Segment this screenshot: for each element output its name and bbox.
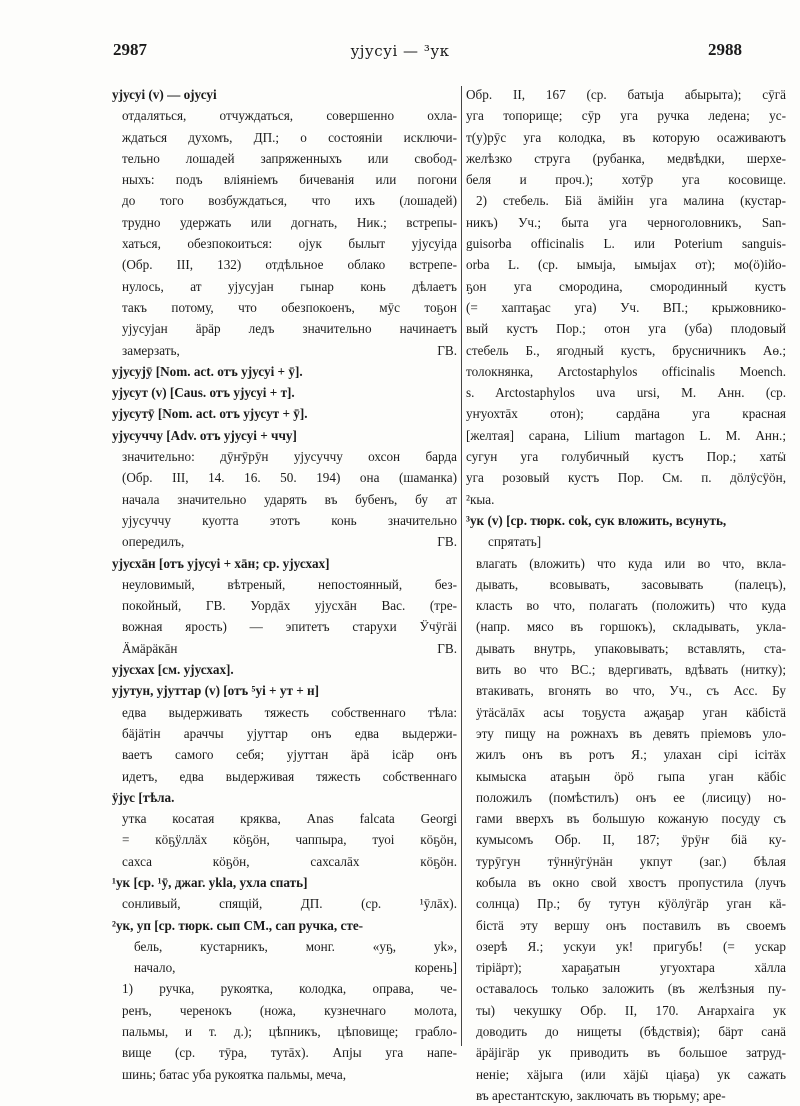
entry-text-line: замерзать, ГВ.	[122, 342, 457, 358]
entry-headword-line: ¹ук [ср. ¹ӯ, джаг. ykla, ухла спать]	[112, 874, 308, 890]
entry-text-line: сугун уга голубичный кустъ Пор.; хатӹ	[466, 449, 786, 465]
entry-text-line: жилъ онъ въ ротъ Я.; улахан сірі ісітӓх	[476, 747, 786, 763]
entry-text-line: значительно: дӯҥӯрӯн ујусуччу охсон барда	[122, 449, 457, 465]
entry-text-line: опередилъ, ГВ.	[122, 534, 457, 550]
entry-text-line: бӓјӓтін араччы ујуттар онъ едва выдержи-	[122, 725, 457, 741]
entry-text-line: бістӓ эту вершу онъ поставилъ въ своемъ	[476, 917, 786, 933]
entry-text-line: тельно лошадей запряженныхъ или свобод-	[122, 150, 457, 166]
entry-text-line: ујусуччу куотта этотъ конь значительно	[122, 512, 457, 528]
entry-text-line: уга топорище; сӯр уга ручка ледена; ус-	[466, 108, 786, 124]
entry-text-line: отдаляться, отчуждаться, совершенно охла-	[122, 108, 457, 124]
entry-text-line: 1) ручка, рукоятка, колодка, оправа, че-	[122, 981, 457, 997]
entry-text-line: втакивать, вгонять во что, Уч., съ Асс. Бу	[476, 683, 786, 699]
entry-text-line: s. Arctostaphylos uva ursi, М. Анн. (ср.	[466, 385, 786, 401]
entry-text-line: уҥуохтāх отон); сардāна уга красная	[466, 406, 786, 422]
entry-text-line: пальмы, и т. д.); цѣпникъ, цѣповище; грабло-	[122, 1024, 457, 1040]
entry-headword-line: ујусуі (v) — ојусуі	[112, 87, 217, 102]
entry-text-line: [желтая] сарана, Lilium martagon L. М. Анн.;	[466, 427, 786, 443]
entry-text-line: ӓрӓјігӓр ук приводить въ большое затруд-	[476, 1045, 786, 1061]
entry-text-line: хаться, обезпокоиться: ојук былыт ујусуіда	[122, 236, 457, 252]
entry-text-line: положилъ (помѣстилъ) онъ ее (лисицу) но-	[476, 789, 786, 805]
entry-text-line: ренъ, черенокъ (ножа, кузнечнаго молота,	[122, 1002, 457, 1018]
entry-text-line: начала значительно ударять въ бубенъ, бу ат	[122, 491, 457, 507]
entry-text-line: такъ потому, что обезпокоенъ, мӯс тоҕон	[122, 299, 457, 315]
entry-text-line: Ӓмӓрӓкāн ГВ.	[122, 640, 457, 656]
entry-text-line: никъ) Уч.; быта уга черноголовникъ, San-	[466, 214, 786, 230]
entry-text-line: (Обр. III, 132) отдѣльное облако встрепе-	[122, 257, 457, 273]
entry-text-line: ждаться духомъ, ДП.; о состояніи исключи-	[122, 129, 457, 145]
entry-headword-line: ӱјус [тѣла.	[112, 789, 175, 805]
page-number-right: 2988	[708, 40, 742, 59]
entry-text-line: (= хаптаҕас уга) Уч. ВП.; крыжовнико-	[466, 299, 786, 315]
entry-text-line: (Обр. III, 14. 16. 50. 194) она (шаманка)	[122, 470, 457, 486]
entry-text-line: ныхъ: подъ вліяніемъ бичеванія или погони	[122, 172, 457, 188]
entry-text-line: ²кыа.	[466, 491, 495, 507]
entry-text-line: бель, кустарникъ, монг. «уҕ, yk»,	[134, 938, 457, 954]
entry-text-line: толокнянка, Arctostaphylos officinalis Moench.	[466, 363, 786, 379]
entry-text-line: озерѣ Я.; ускуи ук! пригубь! (= ускар	[476, 938, 786, 954]
entry-headword-line: ујусујӯ [Nom. act. отъ ујусуі + ӯ].	[112, 363, 303, 379]
entry-text-line: вожная ярость) — эпитетъ старухи Ӱчӱгӓі	[122, 619, 457, 635]
entry-text-line: уга розовый кустъ Пор. См. п. дӧлӱсӱӧн,	[466, 470, 786, 486]
entry-headword-line: ²ук, уп [ср. тюрк. сып СМ., сап ручка, сте-	[112, 917, 364, 933]
entry-text-line: доводить до нищеты (бѣдствія); бӓрт санӓ	[476, 1024, 786, 1040]
entry-text-line: эту пищу на рожнахъ въ девять пріемовъ уло-	[476, 725, 786, 741]
entry-text-line: гами вверхъ въ большую кожаную посуду съ	[476, 811, 786, 827]
entry-headword-line: ујусутӯ [Nom. act. отъ ујусут + ӯ].	[112, 406, 308, 422]
entry-text-line: до того возбуждаться, что ихъ (лошадей)	[122, 193, 457, 209]
entry-headword-line: ујусуччу [Adv. отъ ујусуі + ччу]	[112, 427, 297, 443]
entry-text-line: кымыска атаҕын ӧрӧ гыпа уган кӓбіс	[476, 768, 786, 784]
entry-text-line: guisorba officinalis L. или Poterium sanguis-	[466, 236, 786, 252]
entry-text-line: влагать (вложить) что куда или во что, вкла-	[476, 555, 786, 571]
entry-text-line: Обр. II, 167 (ср. батыја абырыта); сӯгӓ	[466, 87, 786, 102]
entry-text-line: беля и проч.); хотӯр уга косовище.	[466, 172, 786, 188]
page-number-left: 2987	[113, 40, 147, 59]
page-header	[0, 40, 800, 68]
entry-text-line: кобыла въ окно свой хвостъ пропустила (лучъ	[476, 874, 786, 890]
entry-text-line: вить во что ВС.; вдергивать, вдѣвать (нитку);	[476, 662, 786, 678]
entry-text-line: дывать внутрь, упаковывать; вставлять, ста-	[476, 640, 786, 656]
entry-text-line: желѣзко струга (рубанка, медвѣдки, шерхе-	[466, 150, 786, 166]
entry-headword-line: ³ук (v) [ср. тюрк. cok, сук вложить, всунуть,	[466, 512, 727, 528]
entry-text-line: стебель Б., ягодный кустъ, брусничникъ Аө.;	[466, 342, 786, 358]
entry-text-line: покойный, ГВ. Уордāх ујусхāн Вас. (тре-	[122, 598, 457, 614]
entry-text-line: едва выдерживать тяжесть собственнаго тѣла:	[122, 704, 457, 720]
entry-text-line: шинь; батас уба рукоятка пальмы, меча,	[122, 1066, 347, 1082]
entry-text-line: ҕон уга смородина, смородинный кустъ	[466, 278, 786, 294]
entry-text-line: утка косатая кряква, Anas falcata Georgi	[122, 811, 457, 827]
entry-text-line: турӯгун тӱннӱгӱнӓн укпут (заг.) бѣлая	[476, 853, 786, 869]
entry-headword-line: ујусхах [см. ујусхах].	[112, 662, 234, 678]
entry-text-line: ваетъ самого себя; ујуттан ӓрӓ ісӓр онъ	[122, 747, 457, 763]
entry-text-line: (напр. мясо въ горшокъ), складывать, укла-	[476, 619, 786, 635]
entry-text-line: тіріӓрт); хараҕатын угуохтара хӓлла	[476, 960, 786, 976]
entry-text-line: = кӧҕӱллӓх кӧҕӧн, чаппыра, туоі кӧҕӧн,	[122, 832, 457, 848]
entry-text-line: сонливый, спящій, ДП. (ср. ¹ӯлāх).	[122, 896, 457, 912]
column-divider	[461, 86, 462, 1046]
left-column	[112, 84, 457, 1085]
entry-headword-line: ујусхāн [отъ ујусуі + хāн; ср. ујусхах]	[112, 555, 330, 571]
entry-text-line: вище (ср. тӯра, тутāх). Апјы уга напе-	[122, 1045, 457, 1061]
right-column	[466, 84, 786, 1106]
entry-text-line: неніе; хӓјыга (или хӓјӹ ціаҕа) ук сажать	[476, 1066, 786, 1082]
entry-headword-line: ујусут (v) [Caus. отъ ујусуі + т].	[112, 385, 295, 401]
entry-text-line: ты) чекушку Обр. II, 170. Аҥархаіга ук	[476, 1002, 786, 1018]
entry-text-line: вый кустъ Пор.; отон уга (уба) плодовый	[466, 321, 786, 337]
entry-text-line: трудно удержать или догнать, Ник.; встрепы-	[122, 214, 457, 230]
entry-text-line: ујусујан ӓрӓр ледъ значительно начинаетъ	[122, 321, 457, 337]
entry-text-line: оставалось только заложить (въ желѣзныя пу-	[476, 981, 786, 997]
running-head: ујусуі — ³ук	[350, 42, 450, 60]
entry-text-line: дывать, всовывать, засовывать (палецъ),	[476, 576, 786, 592]
entry-text-line: идетъ, едва выдерживая тяжесть собственнаго	[122, 768, 457, 784]
entry-text-line: спрятать]	[488, 534, 542, 550]
entry-text-line: orba L. (ср. ымыја, ымыјах от); мо(ӧ)ійо-	[466, 257, 786, 273]
entry-text-line: кумысомъ Обр. II, 187; ӱрӱҥ біӓ ку-	[476, 832, 786, 848]
entry-text-line: начало, корень]	[134, 960, 457, 976]
entry-text-line: сахса кӧҕӧн, сахсалāх кӧҕӧн.	[122, 853, 457, 869]
entry-headword-line: ујутун, ујуттар (v) [отъ ⁵уі + ут + н]	[112, 683, 320, 699]
entry-text-line: нулось, ат ујусујан гынар конь дѣлаетъ	[122, 278, 457, 294]
entry-text-line: 2) стебель. Біӓ ӓмійін уга малина (кустар-	[476, 193, 786, 209]
entry-text-line: класть во что, полагать (положить) что куда	[476, 598, 786, 614]
entry-text-line: солнца) Пр.; бу тутун кӱӧлӱгӓр уган кӓ-	[476, 896, 786, 912]
entry-text-line: неуловимый, вѣтреный, непостоянный, без-	[122, 576, 457, 592]
entry-text-line: т(у)рӯс уга колодка, въ которую осаживаютъ	[466, 129, 786, 145]
entry-text-line: въ арестантскую, заключать въ тюрьму; аре-	[476, 1087, 726, 1103]
entry-text-line: ӱтӓсӓлāх асы тоҕуста аҗаҕар уган кӓбістӓ	[476, 704, 786, 720]
